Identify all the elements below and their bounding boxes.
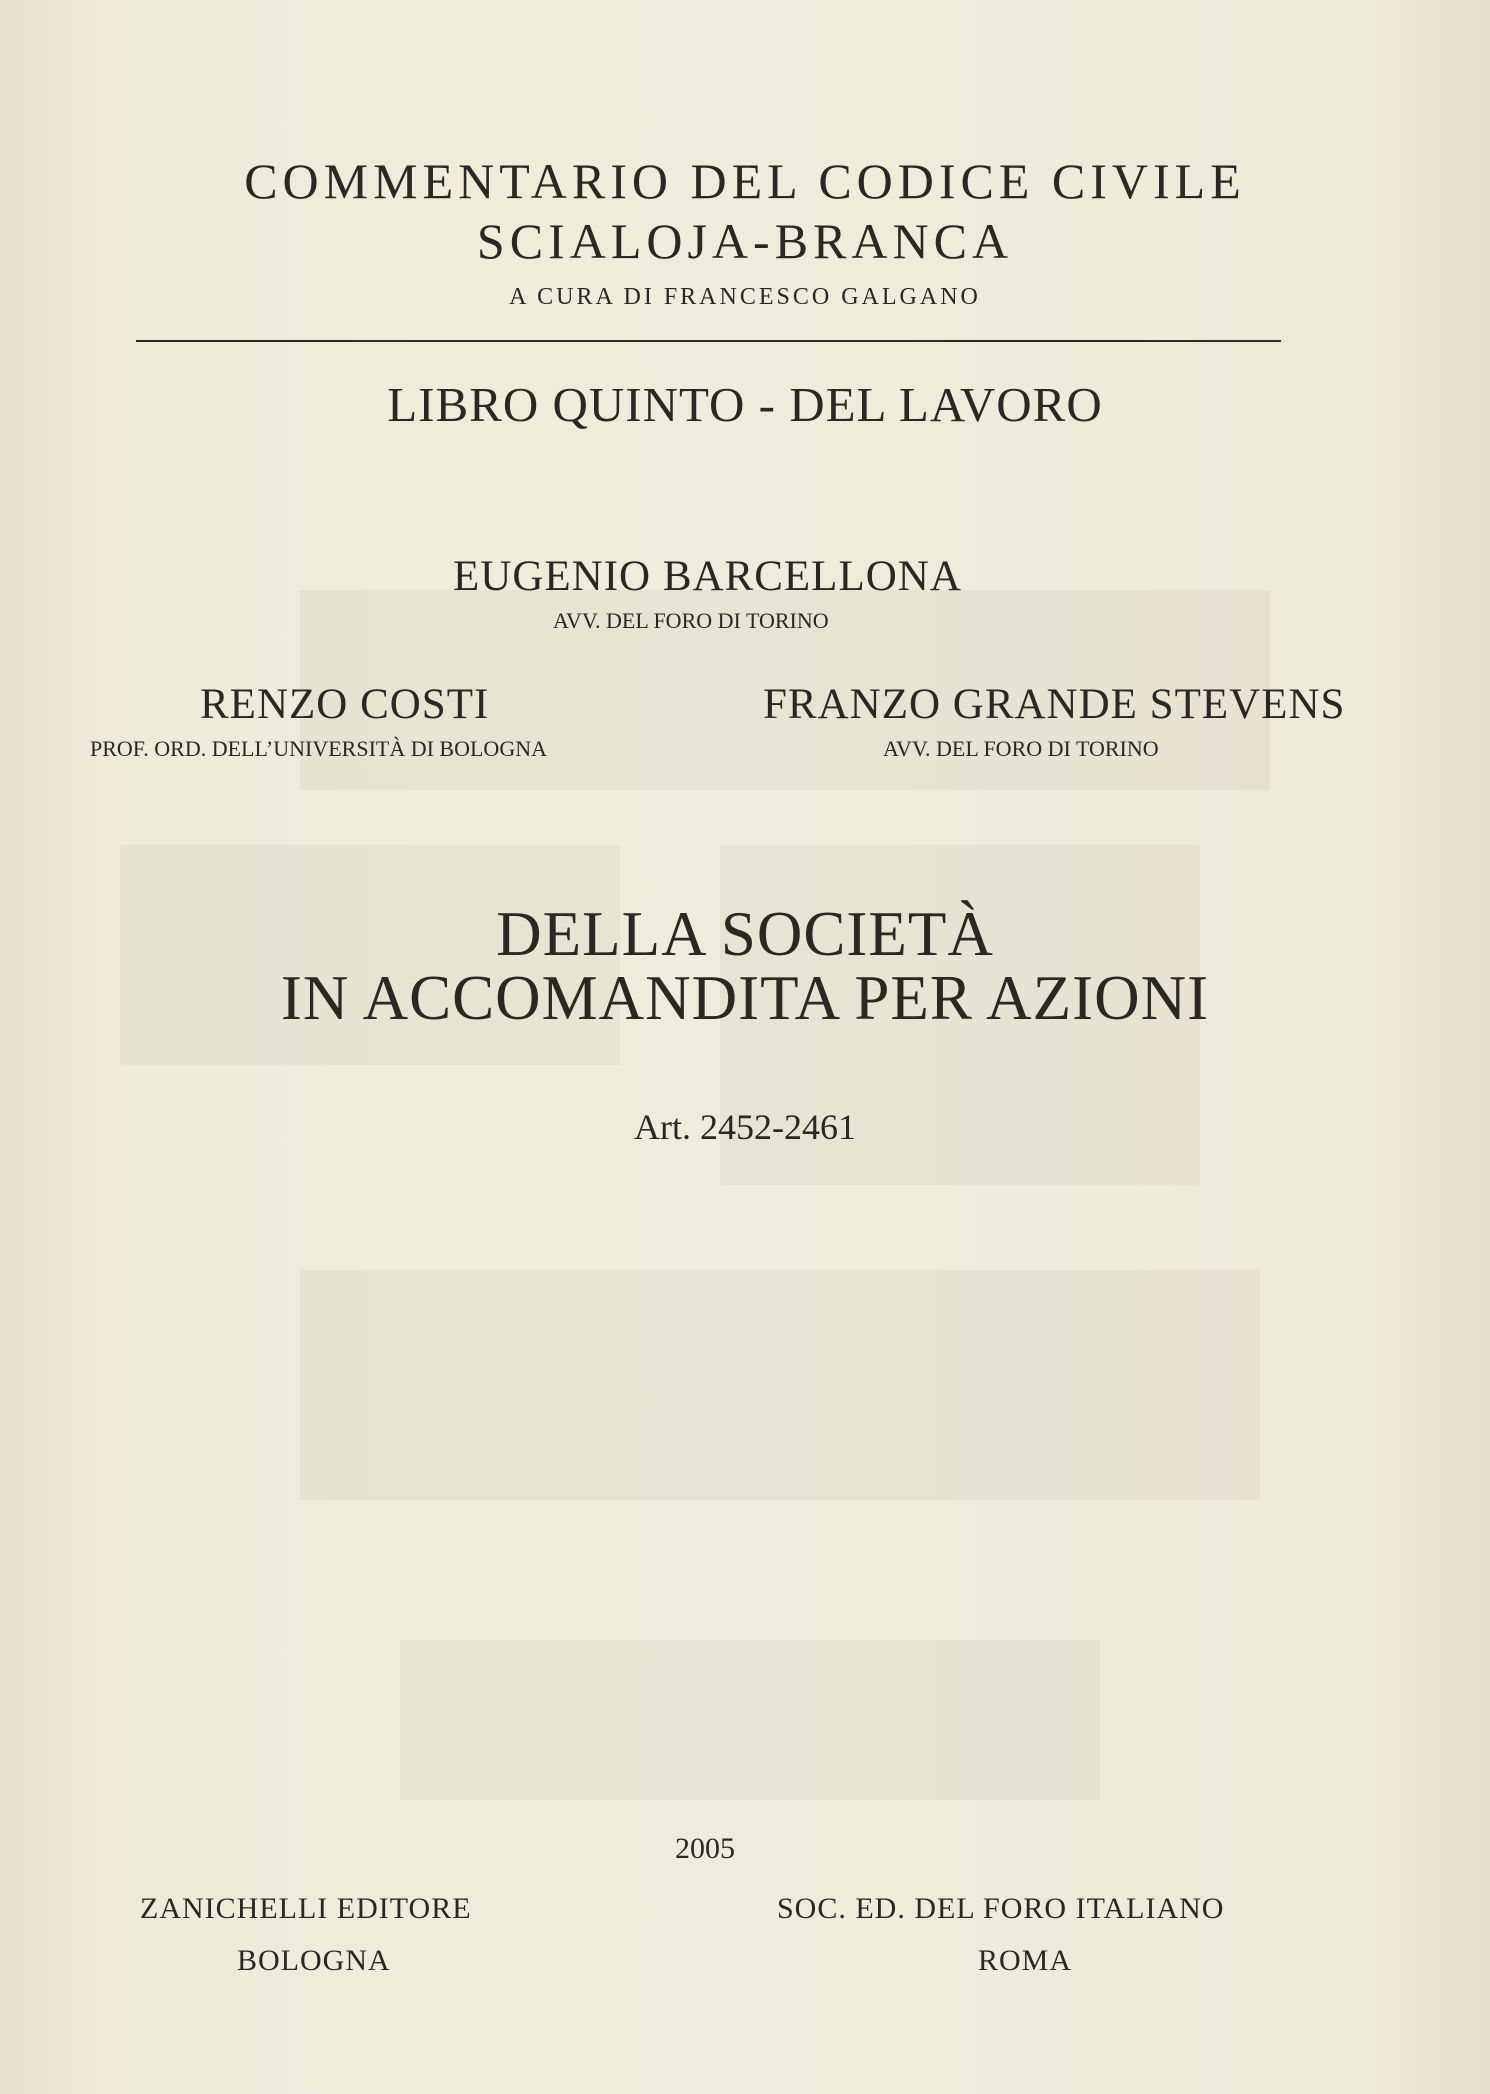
show-through-text-block bbox=[300, 1270, 1260, 1500]
show-through-text-block bbox=[400, 1640, 1100, 1800]
publisher-city: ROMA bbox=[978, 1944, 1073, 1977]
work-subtitle: IN ACCOMANDITA PER AZIONI bbox=[280, 963, 1210, 1033]
book-title: LIBRO QUINTO - DEL LAVORO bbox=[387, 377, 1103, 432]
author-name: RENZO COSTI bbox=[200, 681, 490, 728]
author-affiliation: AVV. DEL FORO DI TORINO bbox=[553, 608, 829, 633]
author-name: EUGENIO BARCELLONA bbox=[453, 553, 962, 600]
work-title: DELLA SOCIETÀ bbox=[496, 899, 994, 969]
author-affiliation: PROF. ORD. DELL’UNIVERSITÀ DI BOLOGNA bbox=[90, 736, 547, 761]
author-name: FRANZO GRANDE STEVENS bbox=[763, 681, 1346, 728]
publisher-city: BOLOGNA bbox=[237, 1944, 391, 1977]
series-curator: A CURA DI FRANCESCO GALGANO bbox=[509, 284, 981, 310]
header-divider bbox=[136, 340, 1281, 342]
publisher-name: SOC. ED. DEL FORO ITALIANO bbox=[777, 1892, 1225, 1925]
series-title: COMMENTARIO DEL CODICE CIVILE bbox=[244, 153, 1246, 209]
publisher-name: ZANICHELLI EDITORE bbox=[140, 1892, 472, 1925]
article-range: Art. 2452-2461 bbox=[634, 1107, 856, 1147]
series-subtitle: SCIALOJA-BRANCA bbox=[476, 213, 1014, 269]
publication-year: 2005 bbox=[675, 1832, 735, 1865]
author-affiliation: AVV. DEL FORO DI TORINO bbox=[883, 736, 1159, 761]
